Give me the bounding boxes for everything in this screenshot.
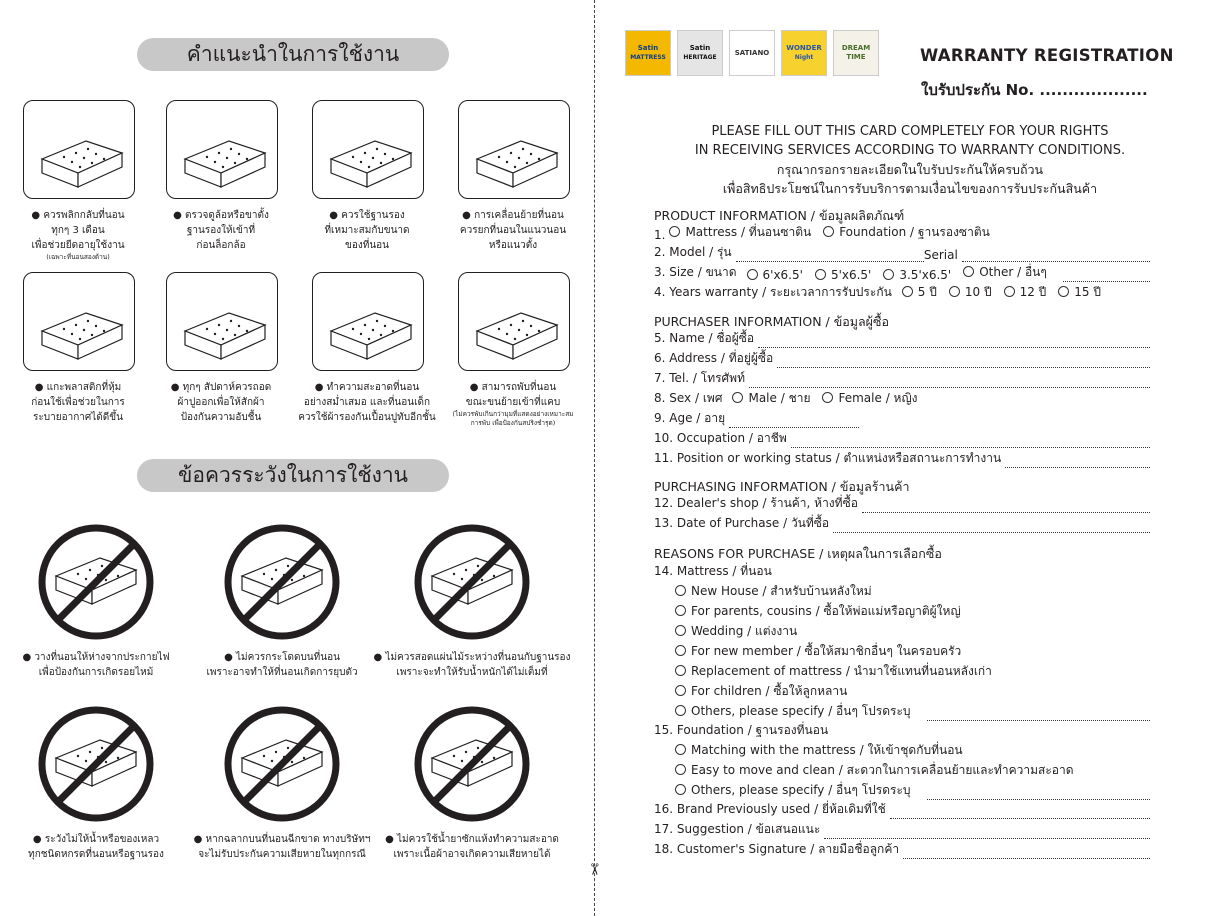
form-row-label: 12. Dealer's shop / ร้านค้า, ห้างที่ซื้อ [654, 496, 858, 510]
usage-text [294, 380, 440, 425]
radio-option[interactable] [675, 642, 961, 661]
prohibited-icon [412, 522, 532, 642]
usage-text-body: ● ทุกๆ สัปดาห์ควรถอด ผ้าปูออกเพื่อให้สักผ้า ป้องกันความอับชื้น [170, 382, 272, 423]
mattress-icon [459, 101, 569, 198]
radio-option[interactable] [669, 223, 811, 242]
caution-text: ● วางที่นอนให้ห่างจากประกายไฟ เพื่อป้องกันการเกิดรอยไหม้ [22, 652, 170, 678]
usage-text-body: ● ควรใช้ฐานรอง ที่เหมาะสมกับขนาด ของที่นอน [324, 210, 410, 251]
radio-option-label: 5'x6.5' [830, 268, 872, 282]
fill-in-line[interactable] [927, 791, 1150, 800]
usage-text [5, 380, 151, 425]
usage-illustration [458, 100, 570, 199]
radio-button[interactable] [949, 286, 960, 297]
form-row-label: 4. Years warranty / ระยะเวลาการรับประกัน [654, 285, 892, 299]
brand-logo [677, 30, 723, 76]
radio-option-label: Replacement of mattress / นำมาใช้แทนที่นอนหลังเก่า [691, 664, 992, 678]
brand-logo-sub: MATTRESS [630, 54, 666, 61]
form-row[interactable] [654, 841, 1150, 859]
radio-option-label: Matching with the mattress / ให้เข้าชุดกับที่นอน [691, 743, 963, 757]
radio-option-label: Foundation / ฐานรองซาติน [839, 225, 990, 239]
brand-logos [625, 30, 879, 74]
usage-illustration [23, 100, 135, 199]
form-row-label: 1. [654, 228, 666, 242]
radio-button[interactable] [675, 585, 686, 596]
radio-option-label: 6'x6.5' [762, 268, 803, 282]
mattress-option[interactable] [675, 703, 1150, 721]
form-row[interactable] [654, 515, 1150, 533]
caution-text: ● ระวังไม่ให้น้ำหรือของเหลว ทุกชนิดหกรดที่นอนหรือฐานรอง [28, 834, 164, 860]
radio-option-label: For children / ซื้อให้ลูกหลาน [691, 684, 848, 698]
usage-illustration [166, 272, 278, 371]
care-instructions-panel [0, 0, 590, 916]
usage-text [294, 208, 440, 253]
form-row-label: 3. Size / ขนาด [654, 265, 737, 279]
brand-logo-name: Satin [689, 44, 711, 52]
foundation-option[interactable] [675, 782, 1150, 800]
radio-button[interactable] [675, 605, 686, 616]
radio-option-label: New House / สำหรับบ้านหลังใหม่ [691, 584, 872, 598]
usage-illustration [312, 100, 424, 199]
years-row [654, 284, 1113, 302]
radio-option[interactable] [675, 741, 963, 760]
caution-text: ● หากฉลากบนที่นอนฉีกขาด ทางบริษัทฯ จะไม่รับประกันความเสียหายในทุกกรณี [193, 834, 371, 860]
form-row[interactable] [654, 821, 1150, 839]
scissors-icon: ✂ [585, 862, 605, 877]
radio-button[interactable] [747, 269, 758, 280]
form-row-label: 10. Occupation / อาชีพ [654, 431, 787, 445]
brand-logo-sub: Night [794, 54, 814, 61]
cut-line [594, 0, 595, 916]
form-row[interactable] [654, 495, 1150, 513]
prohibited-icon [412, 704, 532, 824]
mattress-option[interactable] [675, 583, 884, 601]
fill-in-line[interactable] [903, 850, 1150, 859]
size-row [654, 264, 1150, 282]
radio-button[interactable] [883, 269, 894, 280]
form-instructions: PLEASE FILL OUT THIS CARD COMPLETELY FOR YOUR RIGHTS IN RECEIVING SERVICES ACCORDING TO WARRANTY CONDITIONS. กรุณากรอกรายละเอียดในใบรับประกันให้ครบถ้วน เพื่อสิทธิประโยชน์ในการรับบริการตามเงื่อนไขของการรับประกันสินค้า [694, 124, 1126, 196]
usage-text-body: ● การเคลื่อนย้ายที่นอน ควรยกที่นอนในแนวนอน หรือแนวตั้ง [459, 210, 567, 251]
form-row-label: 13. Date of Purchase / วันที่ซื้อ [654, 516, 830, 530]
form-title: WARRANTY REGISTRATION [920, 46, 1174, 65]
fill-in-line[interactable] [833, 524, 1150, 533]
mattress-icon [24, 273, 134, 370]
radio-option-label: Other / อื่นๆ [979, 265, 1047, 279]
section-header: REASONS FOR PURCHASE / เหตุผลในการเลือกซื้อ [654, 546, 942, 561]
usage-text-body: ● แกะพลาสติกที่หุ้ม ก่อนใช้เพื่อช่วยในการ ระบายอากาศได้ดีขึ้น [31, 382, 125, 423]
radio-button[interactable] [732, 392, 743, 403]
usage-text [148, 208, 294, 253]
usage-text-body: ● ทำความสะอาดที่นอน อย่างสม่ำเสมอ และที่นอนเด็ก ควรใช้ผ้ารองกันเปื้อนปูทับอีกชั้น [298, 382, 436, 423]
radio-option-label: Male / ชาย [748, 391, 811, 405]
usage-illustration [312, 272, 424, 371]
mattress-icon [167, 273, 277, 370]
prohibited-icon [36, 704, 156, 824]
radio-button[interactable] [669, 226, 680, 237]
prohibited-icon [222, 522, 342, 642]
form-row[interactable] [654, 410, 859, 428]
usage-illustration [458, 272, 570, 371]
foundation-option[interactable] [675, 762, 1086, 780]
radio-option-label: Female / หญิง [838, 391, 918, 405]
radio-option-label: Others, please specify / อื่นๆ โปรดระบุ [691, 704, 911, 718]
usage-title: คำแนะนำในการใช้งาน [137, 38, 449, 71]
fill-in-line[interactable] [777, 359, 1150, 368]
radio-option[interactable] [675, 622, 797, 641]
radio-button[interactable] [963, 266, 974, 277]
radio-option[interactable] [1058, 283, 1101, 302]
caution-text: ● ไม่ควรใช้น้ำยาซักแห้งทำความสะอาด เพราะเนื้อผ้าอาจเกิดความเสียหายได้ [385, 834, 559, 860]
usage-illustration [166, 100, 278, 199]
radio-option-label: 3.5'x6.5' [899, 268, 952, 282]
radio-option-label: 12 ปี [1019, 285, 1047, 299]
fill-in-line[interactable] [890, 810, 1150, 819]
radio-option[interactable] [675, 682, 847, 701]
mattress-icon [24, 101, 134, 198]
serial-label: Serial [923, 248, 958, 262]
fill-in-line[interactable] [962, 253, 1150, 262]
radio-option-label: Easy to move and clean / สะดวกในการเคลื่อนย้ายและทำความสะอาด [691, 763, 1074, 777]
usage-note: (เฉพาะที่นอนสองด้าน) [46, 253, 110, 261]
usage-text [5, 208, 151, 262]
fill-in-line[interactable] [758, 339, 1150, 348]
caution-text: ● ไม่ควรสอดแผ่นไม้ระหว่างที่นอนกับฐานรอง เพราะจะทำให้รับน้ำหนักได้ไม่เต็มที่ [373, 652, 571, 678]
caution-text: ● ไม่ควรกระโดดบนที่นอน เพราะอาจทำให้ที่นอนเกิดการยุบตัว [206, 652, 358, 678]
radio-option[interactable] [675, 781, 911, 800]
radio-option[interactable] [822, 389, 917, 408]
section-header: PURCHASER INFORMATION / ข้อมูลผู้ซื้อ [654, 314, 889, 329]
usage-text-body: ● ควรพลิกกลับที่นอน ทุกๆ 3 เดือน เพื่อช่วยยืดอายุใช้งาน [31, 210, 125, 251]
usage-text [440, 208, 586, 253]
radio-button[interactable] [1058, 286, 1069, 297]
form-row-label: 6. Address / ที่อยู่ผู้ซื้อ [654, 351, 774, 365]
radio-button[interactable] [823, 226, 834, 237]
form-row-label: 2. Model / รุ่น [654, 245, 732, 259]
radio-button[interactable] [675, 705, 686, 716]
brand-logo [625, 30, 671, 76]
radio-button[interactable] [902, 286, 913, 297]
usage-note: (ไม่ควรพับเกินกว่ามุมที่แสดงอย่างเหมาะสม การพับ เพื่อป้องกันสปริงชำรุด) [452, 410, 574, 427]
mattress-option[interactable] [675, 623, 809, 641]
mattress-option[interactable] [675, 663, 1004, 681]
usage-text-body: ● ตรวจดูล้อหรือขาตั้ง ฐานรองให้เข้าที่ ก่อนล็อกล้อ [173, 210, 269, 251]
model-row[interactable] [654, 244, 1150, 262]
radio-option[interactable] [815, 268, 871, 282]
fill-in-line[interactable] [927, 712, 1150, 721]
form-row-label: 8. Sex / เพศ [654, 391, 723, 405]
brand-logo [781, 30, 827, 76]
radio-option[interactable] [675, 602, 961, 621]
radio-button[interactable] [675, 784, 686, 795]
fill-in-line[interactable] [791, 439, 1150, 448]
radio-option[interactable] [732, 389, 810, 408]
prohibited-icon [36, 522, 156, 642]
form-row-label: 17. Suggestion / ข้อเสนอแนะ [654, 822, 821, 836]
mattress-option[interactable] [675, 683, 859, 701]
mattress-icon [167, 101, 277, 198]
brand-logo-name: SATIANO [734, 48, 770, 57]
section-header: PRODUCT INFORMATION / ข้อมูลผลิตภัณฑ์ [654, 208, 905, 223]
caution-title: ข้อควรระวังในการใช้งาน [137, 459, 449, 492]
warranty-number[interactable]: ใบรับประกัน No. ................... [921, 81, 1148, 99]
form-row[interactable] [654, 430, 1150, 448]
mattress-icon [459, 273, 569, 370]
form-row[interactable] [654, 450, 1150, 468]
foundation-option[interactable] [675, 742, 975, 760]
radio-button[interactable] [675, 685, 686, 696]
fill-in-line[interactable] [824, 830, 1150, 839]
mattress-option[interactable] [675, 643, 973, 661]
radio-option[interactable] [823, 223, 990, 242]
radio-button[interactable] [675, 625, 686, 636]
radio-option[interactable] [675, 761, 1074, 780]
foundation-label [654, 722, 828, 740]
form-row[interactable] [654, 330, 1150, 348]
radio-option-label: Mattress / ที่นอนซาติน [685, 225, 812, 239]
brand-logo-name: Satin [637, 44, 659, 52]
radio-button[interactable] [1004, 286, 1015, 297]
radio-option-label: Others, please specify / อื่นๆ โปรดระบุ [691, 783, 911, 797]
sex-row [654, 390, 930, 408]
radio-button[interactable] [675, 645, 686, 656]
radio-option[interactable] [963, 263, 1047, 282]
radio-button[interactable] [822, 392, 833, 403]
radio-option[interactable] [747, 268, 803, 282]
mattress-option[interactable] [675, 603, 973, 621]
brand-logo [729, 30, 775, 76]
form-row-label: 18. Customer's Signature / ลายมือชื่อลูกค้า [654, 842, 900, 856]
prohibited-icon [222, 704, 342, 824]
form-row-label: 9. Age / อายุ [654, 411, 726, 425]
brand-logo-name: WONDER [786, 44, 822, 52]
radio-button[interactable] [815, 269, 826, 280]
radio-option[interactable] [949, 283, 992, 302]
usage-illustration [23, 272, 135, 371]
form-row[interactable] [654, 370, 1150, 388]
radio-option-label: For parents, cousins / ซื้อให้พ่อแม่หรือญาติผู้ใหญ่ [691, 604, 961, 618]
form-row-label: 11. Position or working status / ตำแหน่งหรือสถานะการทำงาน [654, 451, 1002, 465]
form-row-label: 14. Mattress / ที่นอน [654, 564, 772, 578]
form-row[interactable] [654, 350, 1150, 368]
brand-logo [833, 30, 879, 76]
form-row[interactable] [654, 801, 1150, 819]
radio-option[interactable] [675, 582, 872, 601]
warranty-form [598, 0, 1229, 916]
radio-option-label: 10 ปี [964, 285, 992, 299]
brand-logo-name: DREAM TIME [841, 44, 871, 61]
fill-in-line[interactable] [1063, 273, 1150, 282]
radio-option[interactable] [675, 662, 992, 681]
product-type-row [654, 224, 1002, 242]
form-row-label: 15. Foundation / ฐานรองที่นอน [654, 723, 829, 737]
fill-in-line[interactable] [736, 253, 924, 262]
mattress-icon [313, 101, 423, 198]
radio-button[interactable] [675, 665, 686, 676]
section-header: PURCHASING INFORMATION / ข้อมูลร้านค้า [654, 479, 910, 494]
mattress-icon [313, 273, 423, 370]
radio-button[interactable] [675, 744, 686, 755]
mattress-label [654, 563, 772, 581]
radio-button[interactable] [675, 764, 686, 775]
brand-logo-sub: HERITAGE [683, 54, 717, 61]
fill-in-line[interactable] [749, 379, 1150, 388]
form-row-label: 16. Brand Previously used / ยี่ห้อเดิมที่ใช้ [654, 802, 886, 816]
usage-text-body: ● สามารถพับที่นอน ขณะขนย้ายเข้าที่แคบ [465, 382, 561, 408]
radio-option-label: For new member / ซื้อให้สมาชิกอื่นๆ ในครอบครัว [691, 644, 962, 658]
radio-option-label: 15 ปี [1074, 285, 1101, 299]
fill-in-line[interactable] [862, 504, 1150, 513]
usage-text [148, 380, 294, 425]
radio-option[interactable] [883, 268, 951, 282]
form-row-label: 5. Name / ชื่อผู้ซื้อ [654, 331, 755, 345]
radio-option[interactable] [675, 702, 911, 721]
usage-text [440, 380, 586, 428]
form-row-label: 7. Tel. / โทรศัพท์ [654, 371, 745, 385]
radio-option-label: Wedding / แต่งงาน [691, 624, 798, 638]
radio-option[interactable] [902, 283, 937, 302]
fill-in-line[interactable] [1005, 459, 1150, 468]
fill-in-line[interactable] [729, 419, 859, 428]
radio-option-label: 5 ปี [917, 285, 937, 299]
radio-option[interactable] [1004, 283, 1047, 302]
